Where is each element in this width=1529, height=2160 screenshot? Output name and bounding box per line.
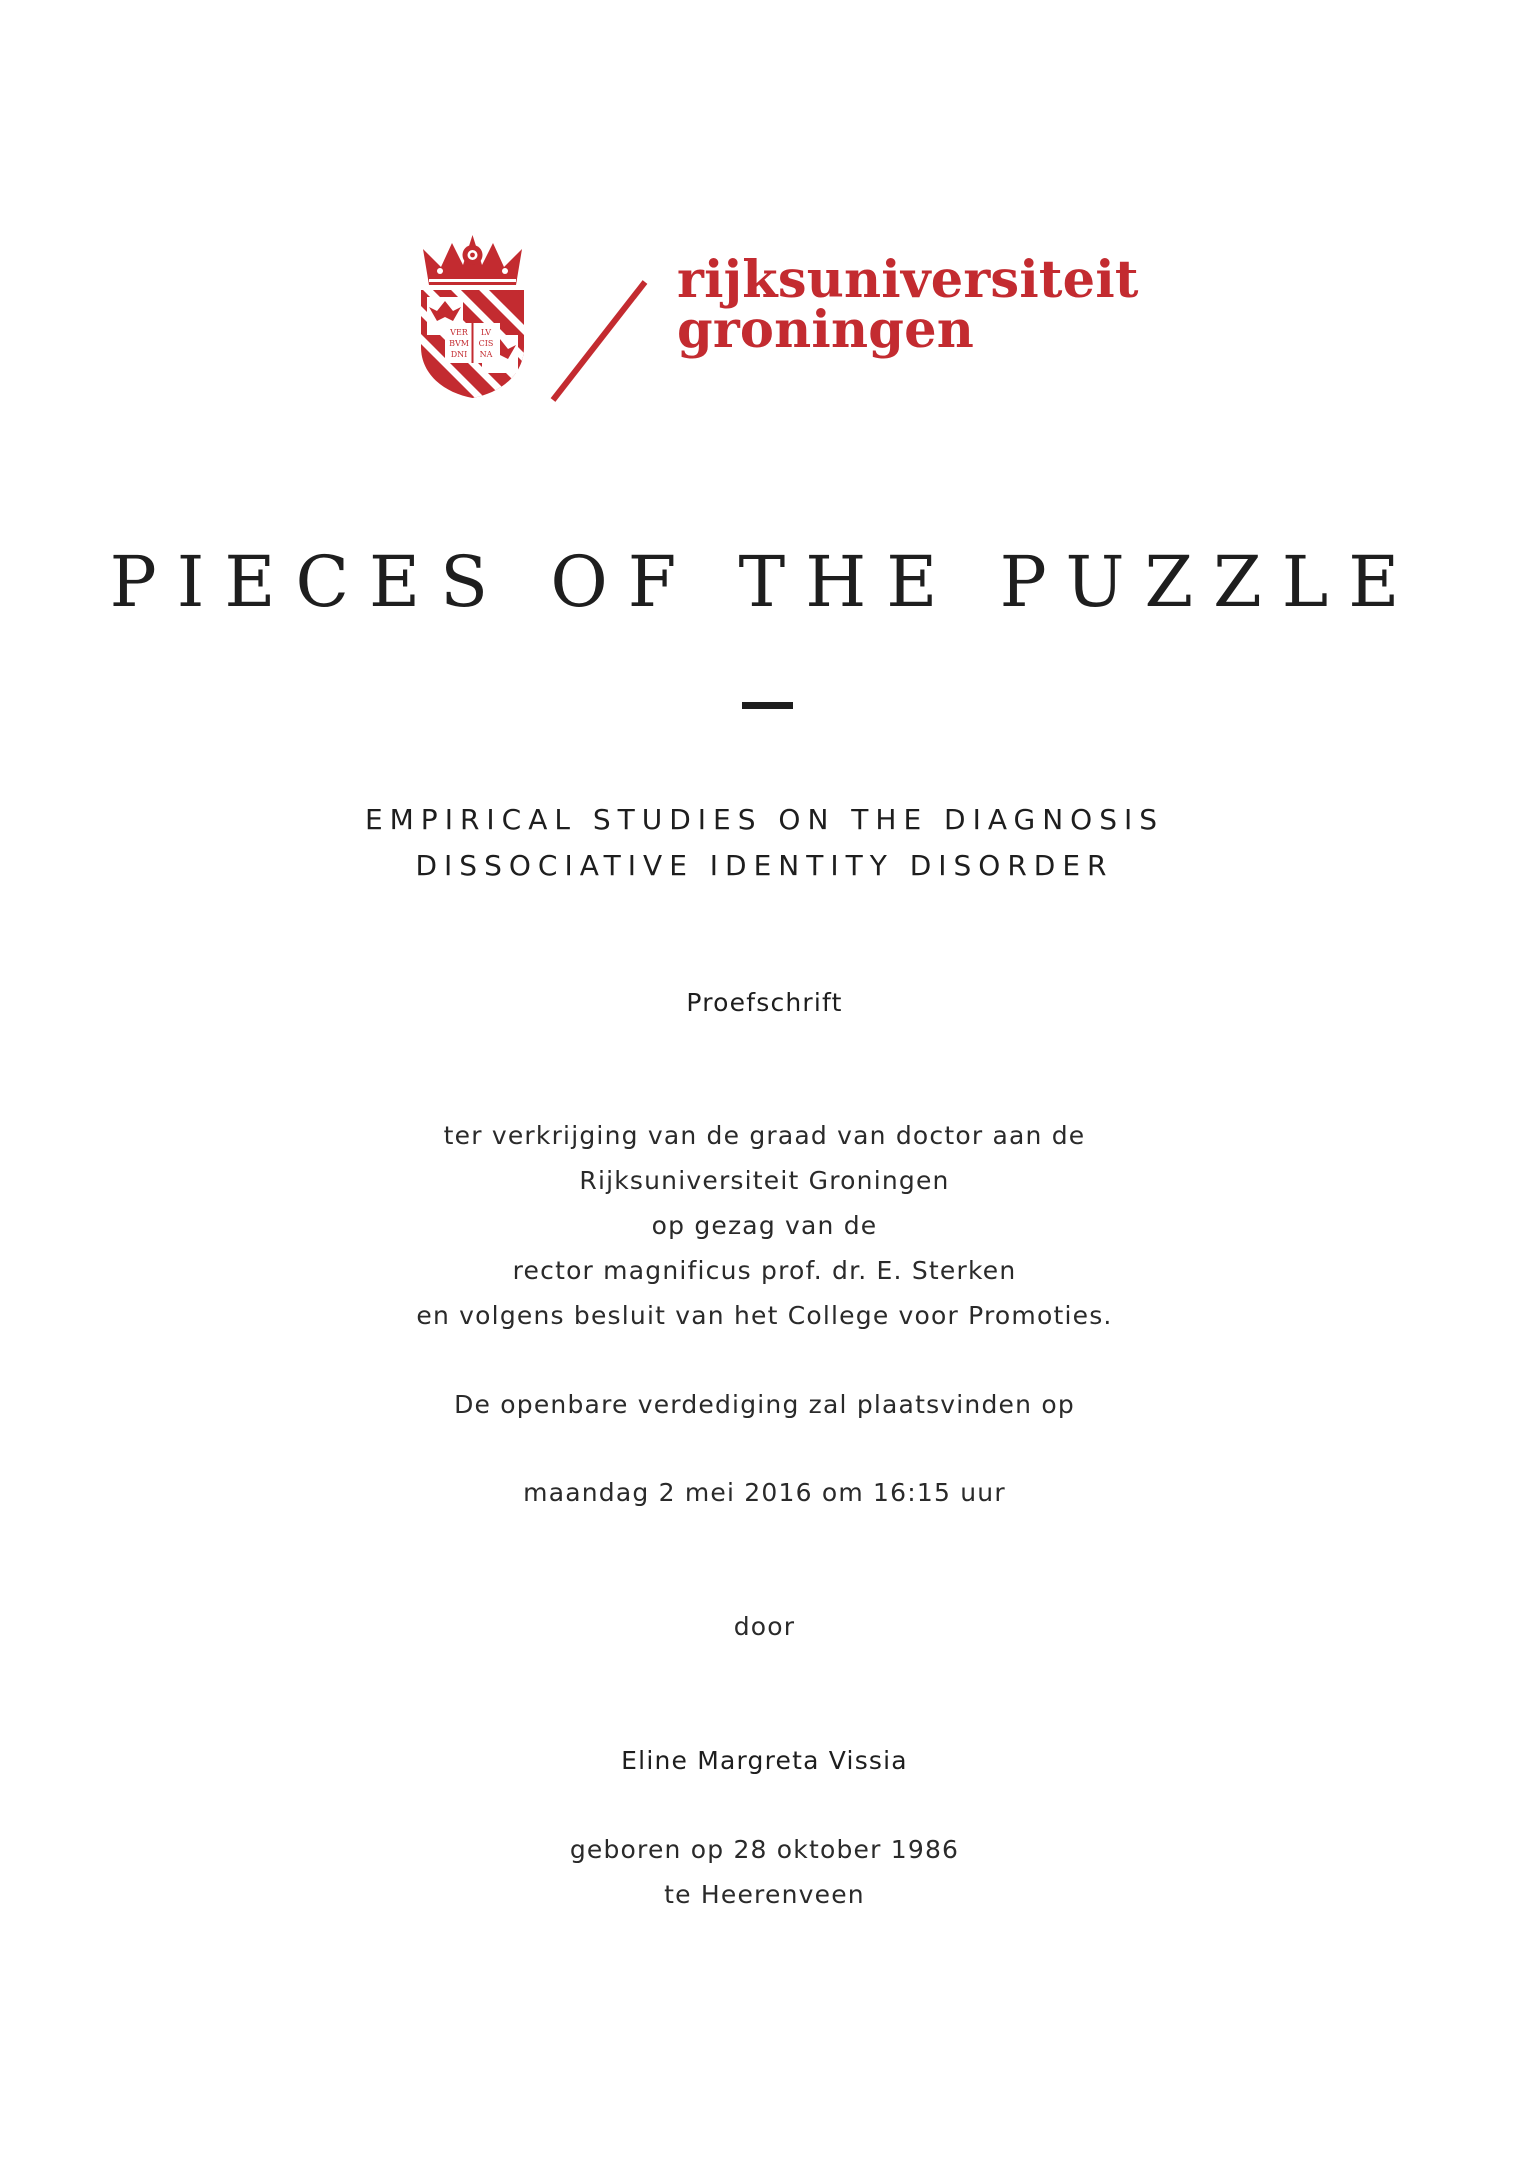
wordmark-line-2: groningen xyxy=(677,300,975,360)
wordmark-line-1: rijksuniversiteit xyxy=(677,250,1139,310)
svg-text:LV: LV xyxy=(480,328,492,337)
title-divider xyxy=(742,702,793,709)
degree-line-2: Rijksuniversiteit Groningen xyxy=(579,1166,950,1195)
university-logo xyxy=(415,235,1139,405)
svg-text:DNI: DNI xyxy=(450,350,468,359)
degree-line-1: ter verkrijging van de graad van doctor aan de xyxy=(443,1121,1086,1150)
by-label: door xyxy=(733,1612,796,1641)
svg-text:VER: VER xyxy=(450,328,468,337)
defense-date: maandag 2 mei 2016 om 16:15 uur xyxy=(523,1478,1006,1507)
logo-divider-slash xyxy=(545,280,655,405)
degree-statement xyxy=(0,1113,1529,1338)
svg-text:CIS: CIS xyxy=(478,339,494,348)
subtitle-line-1: EMPIRICAL STUDIES ON THE DIAGNOSIS xyxy=(364,803,1165,836)
svg-text:BVM: BVM xyxy=(449,339,469,348)
birth-place: te Heerenveen xyxy=(664,1880,865,1909)
degree-line-4: rector magnificus prof. dr. E. Sterken xyxy=(512,1256,1017,1285)
thesis-title: PIECES OF THE PUZZLE xyxy=(109,541,1420,623)
svg-text:NA: NA xyxy=(479,350,493,359)
birth-date: geboren op 28 oktober 1986 xyxy=(569,1835,960,1864)
university-wordmark xyxy=(677,250,1139,360)
birth-details xyxy=(0,1827,1529,1917)
document-type: Proefschrift xyxy=(686,988,843,1017)
degree-line-3: op gezag van de xyxy=(651,1211,878,1240)
university-coat-of-arms-icon xyxy=(415,235,530,400)
subtitle-line-2: DISSOCIATIVE IDENTITY DISORDER xyxy=(415,849,1114,882)
degree-line-5: en volgens besluit van het College voor Promoties. xyxy=(416,1301,1113,1330)
thesis-subtitle xyxy=(0,797,1529,889)
author-name: Eline Margreta Vissia xyxy=(621,1746,908,1775)
defense-intro: De openbare verdediging zal plaatsvinden op xyxy=(454,1390,1075,1419)
